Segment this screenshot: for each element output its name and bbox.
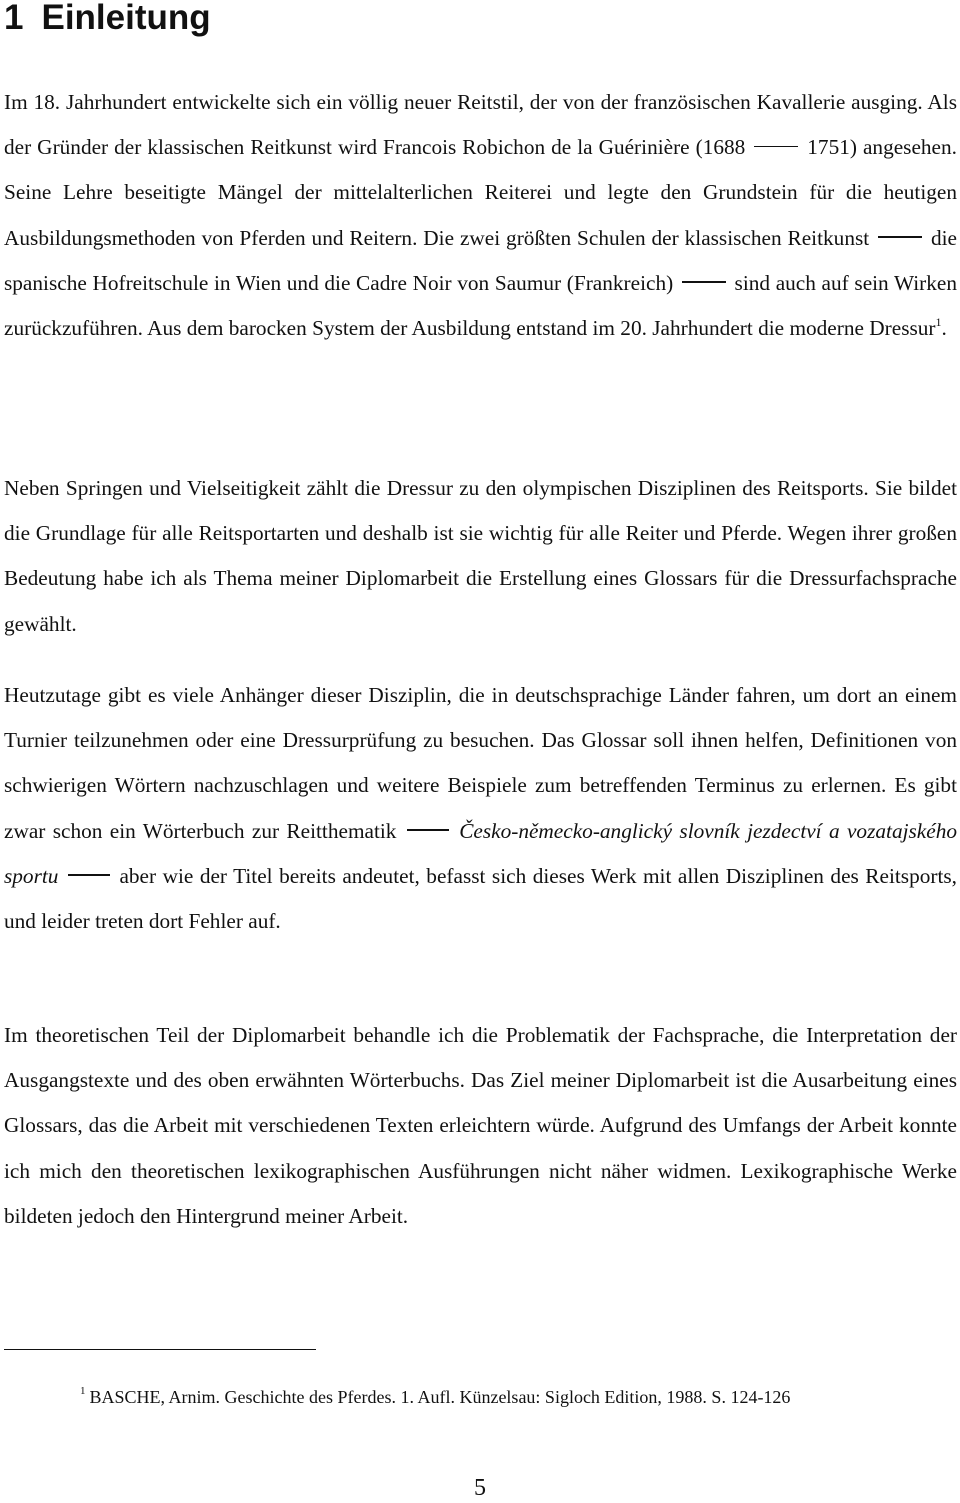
paragraph-history-text-d: sind auch auf sein Wirken zurückzuführen. Aus dem barocken System der Ausbildung entstand im 20. Jahrhundert die moderne Dressur	[4, 270, 957, 341]
dictionary-title: Česko-německo-anglický slovník jezdectví a vozatajského sportu	[4, 818, 957, 888]
section-title: Einleitung	[41, 0, 211, 37]
footnote-reference[interactable]: 1	[935, 315, 942, 330]
paragraph-history	[4, 80, 957, 351]
paragraph-dressage-importance: Neben Springen und Vielseitigkeit zählt die Dressur zu den olympischen Disziplinen des Reitsports. Sie bildet die Grundlage für alle Reitsportarten und deshalb ist sie wichtig für alle Reiter und Pferde. Wegen ihrer großen Bedeutung habe ich als Thema meiner Diplomarbeit die Erstellung eines Glossars für die Dressurfachsprache gewählt.	[4, 476, 957, 636]
page-number: 5	[474, 1475, 486, 1501]
paragraph-history-text-a: Im 18. Jahrhundert entwickelte sich ein völlig neuer Reitstil, der von der französischen Kavallerie ausging. Als der Gründer der klassischen Reitkunst wird Francois Robichon de la Guérinière (1688	[4, 90, 957, 160]
footnote-text: BASCHE, Arnim. Geschichte des Pferdes. 1. Aufl. Künzelsau: Sigloch Edition, 1988. S. 124-126	[89, 1387, 791, 1407]
paragraph-history-text-e: .	[941, 316, 947, 341]
em-dash	[682, 281, 726, 282]
paragraph-glossary-text-a: Heutzutage gibt es viele Anhänger dieser Disziplin, die in deutschsprachige Länder fahren, um dort an einem Turnier teilzunehmen oder eine Dressurprüfung zu besuchen. Das Glossar soll ihnen helfen, Definitionen von schwierigen Wörtern nachzuschlagen und weitere Beispiele zum betreffenden Terminus zu erlernen. Es gibt zwar schon ein Wörterbuch zur Reitthematik	[4, 683, 957, 843]
paragraph-theory: Im theoretischen Teil der Diplomarbeit behandle ich die Problematik der Fachsprache, die Interpretation der Ausgangstexte und des oben erwähnten Wörterbuchs. Das Ziel meiner Diplomarbeit ist die Ausarbeitung eines Glossars, das die Arbeit mit verschiedenen Texten erleichtern würde. Aufgrund des Umfangs der Arbeit konnte ich mich den theoretischen lexikographischen Ausführungen nicht näher widmen. Lexikographische Werke bildeten jedoch den Hintergrund meiner Arbeit.	[4, 1023, 957, 1228]
paragraph-glossary-text-b: aber wie der Titel bereits andeutet, befasst sich dieses Werk mit allen Disziplinen des Reitsports, und leider treten dort Fehler auf.	[4, 863, 957, 934]
paragraph-glossary-purpose	[4, 673, 957, 944]
em-dash	[754, 146, 798, 147]
paragraph-history-text-c: die spanische Hofreitschule in Wien und die Cadre Noir von Saumur (Frankreich)	[4, 225, 957, 295]
footnote	[80, 1382, 790, 1412]
footnote-separator	[4, 1349, 316, 1350]
em-dash	[68, 874, 110, 875]
paragraph-history-text-b: 1751) angesehen. Seine Lehre beseitigte Mängel der mittelalterlichen Reiterei und legte den Grundstein für die heutigen Ausbildungsmethoden von Pferden und Reitern. Die zwei größten Schulen der klassischen Reitkunst	[4, 135, 957, 250]
section-number: 1	[4, 0, 24, 37]
footnote-number: 1	[80, 1385, 86, 1397]
em-dash	[407, 829, 449, 830]
em-dash	[878, 236, 922, 237]
section-heading	[4, 0, 211, 42]
